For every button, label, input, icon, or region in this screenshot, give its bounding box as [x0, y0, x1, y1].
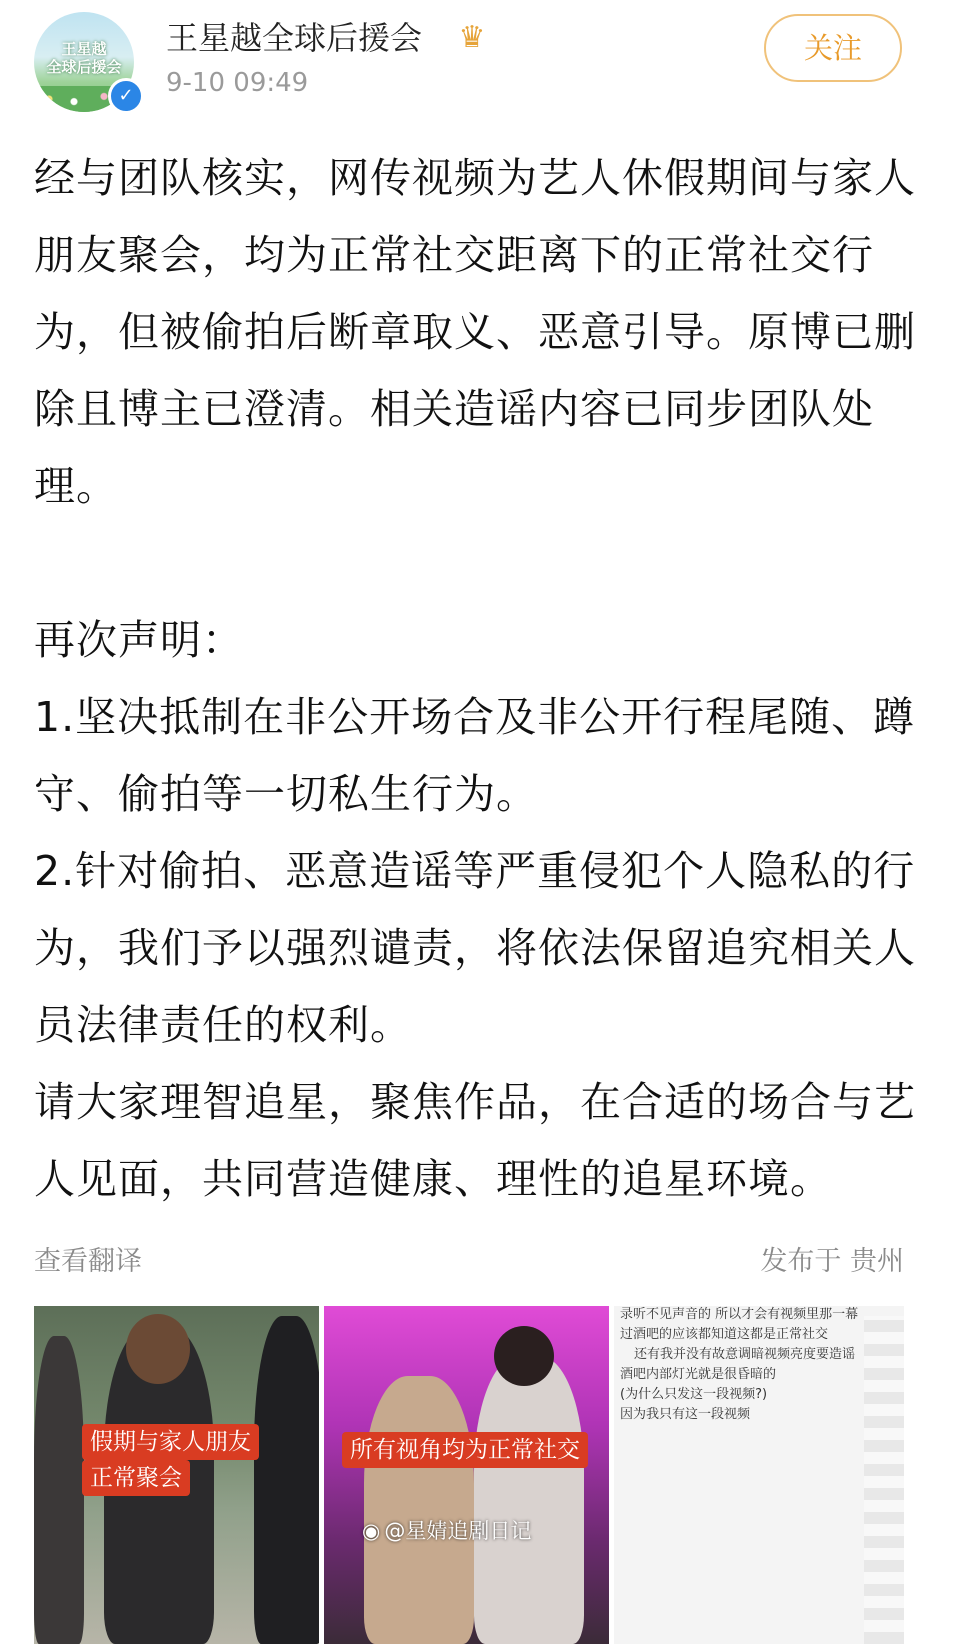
- image-text-line: 录听不见声音的 所以才会有视频里那一幕: [620, 1307, 859, 1322]
- image-text-line: 过酒吧的应该都知道这都是正常社交: [620, 1327, 829, 1342]
- username[interactable]: 王星越全球后援会: [166, 19, 423, 57]
- post-closing: 请大家理智追星，聚焦作品，在合适的场合与艺人见面，共同营造健康、理性的追星环境。: [34, 1078, 916, 1203]
- image-text-line: 酒吧内部灯光就是很昏暗的: [620, 1367, 777, 1382]
- avatar-logo-text: 王星越 全球后援会: [46, 40, 122, 76]
- person-figure: [474, 1356, 584, 1644]
- weibo-logo-icon: ◉: [362, 1519, 381, 1543]
- verified-icon: ✓: [108, 78, 144, 114]
- crown-icon[interactable]: ♛: [458, 20, 486, 55]
- image-thumb-1[interactable]: [34, 1306, 319, 1644]
- follow-button[interactable]: 关注: [764, 14, 902, 82]
- image-caption-2: 所有视角均为正常社交: [342, 1432, 588, 1468]
- image-thumb-2[interactable]: [324, 1306, 609, 1644]
- image-caption-1b: 正常聚会: [82, 1460, 190, 1496]
- post-point-2: 2.针对偷拍、恶意造谣等严重侵犯个人隐私的行为，我们予以强烈谴责，将依法保留追究相关人员法律责任的权利。: [34, 847, 916, 1049]
- post-footer: [34, 1242, 904, 1286]
- location-label: 发布于 贵州: [760, 1246, 904, 1277]
- image-text-line: (为什么只发这一段视频?): [620, 1387, 768, 1402]
- person-figure: [364, 1376, 474, 1644]
- image-text-line: 还有我并没有故意调暗视频亮度要造谣: [634, 1347, 856, 1362]
- image-thumb-3[interactable]: [614, 1306, 904, 1644]
- watermark: [362, 1516, 531, 1546]
- post-header: [0, 0, 968, 120]
- person-figure: [254, 1316, 319, 1644]
- translate-link[interactable]: 查看翻译: [34, 1246, 142, 1277]
- post-heading: 再次声明：: [34, 616, 244, 664]
- mosaic-blur: [864, 1316, 904, 1644]
- post-body: [34, 140, 934, 1218]
- post-point-1: 1.坚决抵制在非公开场合及非公开行程尾随、蹲守、偷拍等一切私生行为。: [34, 693, 916, 818]
- person-head: [494, 1326, 554, 1386]
- timestamp: 9-10 09:49: [166, 68, 309, 98]
- image-caption-1a: 假期与家人朋友: [82, 1424, 259, 1460]
- person-figure: [34, 1336, 84, 1644]
- watermark-text: @星婧追剧日记: [384, 1519, 532, 1543]
- person-head: [126, 1314, 190, 1384]
- image-text-line: 因为我只有这一段视频: [620, 1407, 751, 1422]
- post-paragraph: 经与团队核实，网传视频为艺人休假期间与家人朋友聚会，均为正常社交距离下的正常社交行为，但被偷拍后断章取义、恶意引导。原博已删除且博主已澄清。相关造谣内容已同步团队处理。: [34, 154, 916, 510]
- image-grid: [34, 1306, 968, 1644]
